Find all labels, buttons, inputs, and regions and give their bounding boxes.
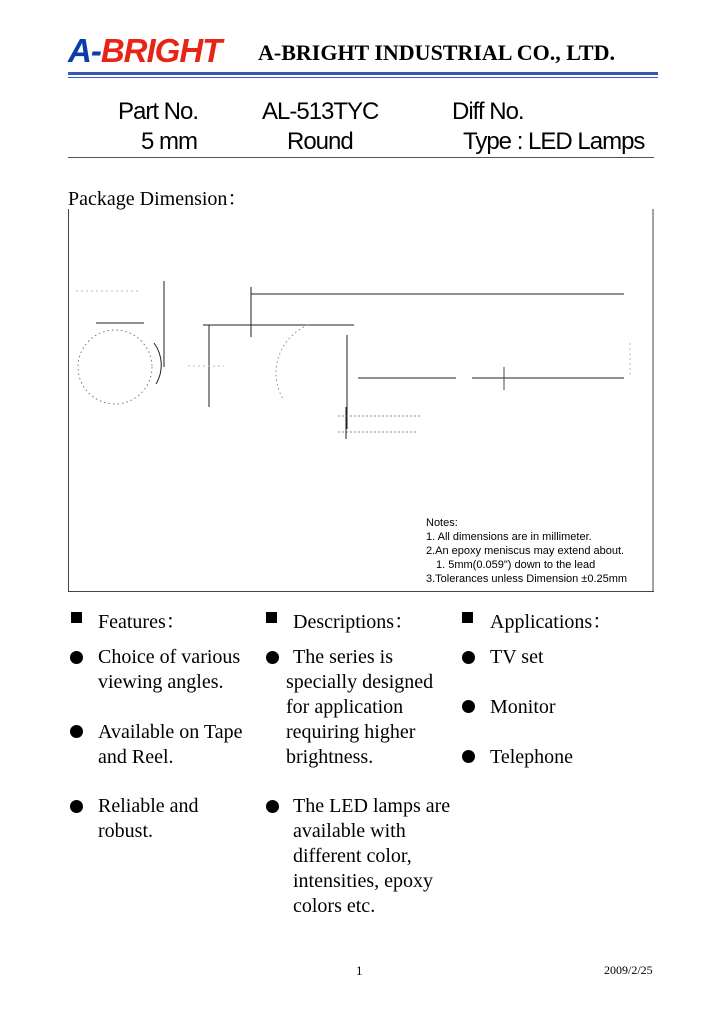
applications-title: Applications： bbox=[490, 611, 613, 633]
description-item: The series is specially designed for application requiring higher brightness. bbox=[286, 646, 434, 768]
header-rule-thick bbox=[68, 72, 658, 75]
features-square-bullet bbox=[71, 612, 82, 623]
bullet-dot bbox=[266, 800, 279, 813]
diff-no-label: Diff No. bbox=[452, 98, 524, 125]
bullet-dot bbox=[70, 725, 83, 738]
bullet-dot bbox=[462, 700, 475, 713]
logo-text-bright: BRIGHT bbox=[100, 32, 222, 69]
document-date: 2009/2/25 bbox=[604, 963, 653, 977]
bullet-dot bbox=[462, 750, 475, 763]
side-view bbox=[188, 287, 630, 439]
lamp-type: Type : LED Lamps bbox=[463, 128, 645, 155]
part-no-value: AL-513TYC bbox=[262, 98, 379, 125]
feature-item: Available on Tape and Reel. bbox=[98, 721, 243, 768]
application-item: TV set bbox=[490, 646, 544, 668]
note-line: 1. 5mm(0.059") down to the lead bbox=[436, 559, 596, 571]
header-rule-thin bbox=[68, 77, 658, 78]
bullet-dot bbox=[70, 651, 83, 664]
application-item: Monitor bbox=[490, 696, 556, 718]
note-line: 3.Tolerances unless Dimension ±0.25mm bbox=[426, 573, 628, 585]
page-number: 1 bbox=[356, 963, 363, 978]
feature-item: Choice of various viewing angles. bbox=[98, 646, 241, 693]
drawing-notes bbox=[426, 516, 627, 586]
part-no-label: Part No. bbox=[118, 98, 199, 125]
application-item: Telephone bbox=[490, 746, 574, 768]
bullet-dot bbox=[266, 651, 279, 664]
company-name: A-BRIGHT INDUSTRIAL CO., LTD. bbox=[258, 40, 615, 65]
front-view bbox=[76, 281, 164, 404]
notes-heading: Notes: bbox=[426, 517, 458, 529]
descriptions-title: Descriptions： bbox=[293, 611, 415, 633]
logo-text-a: A- bbox=[68, 32, 101, 69]
part-info-rule bbox=[68, 157, 654, 158]
description-item: The LED lamps are available with different color, intensities, epoxy colors etc. bbox=[293, 795, 451, 917]
features-title: Features： bbox=[98, 611, 186, 633]
lamp-shape: Round bbox=[287, 128, 353, 155]
company-logo bbox=[68, 32, 254, 70]
feature-item: Reliable and robust. bbox=[98, 795, 199, 842]
lamp-size: 5 mm bbox=[141, 128, 197, 155]
descriptions-square-bullet bbox=[266, 612, 277, 623]
bullet-dot bbox=[70, 800, 83, 813]
note-line: 1. All dimensions are in millimeter. bbox=[426, 531, 592, 543]
bullet-dot bbox=[462, 651, 475, 664]
note-line: 2.An epoxy meniscus may extend about. bbox=[426, 545, 625, 557]
package-dimension-title: Package Dimension： bbox=[68, 188, 248, 210]
applications-square-bullet bbox=[462, 612, 473, 623]
